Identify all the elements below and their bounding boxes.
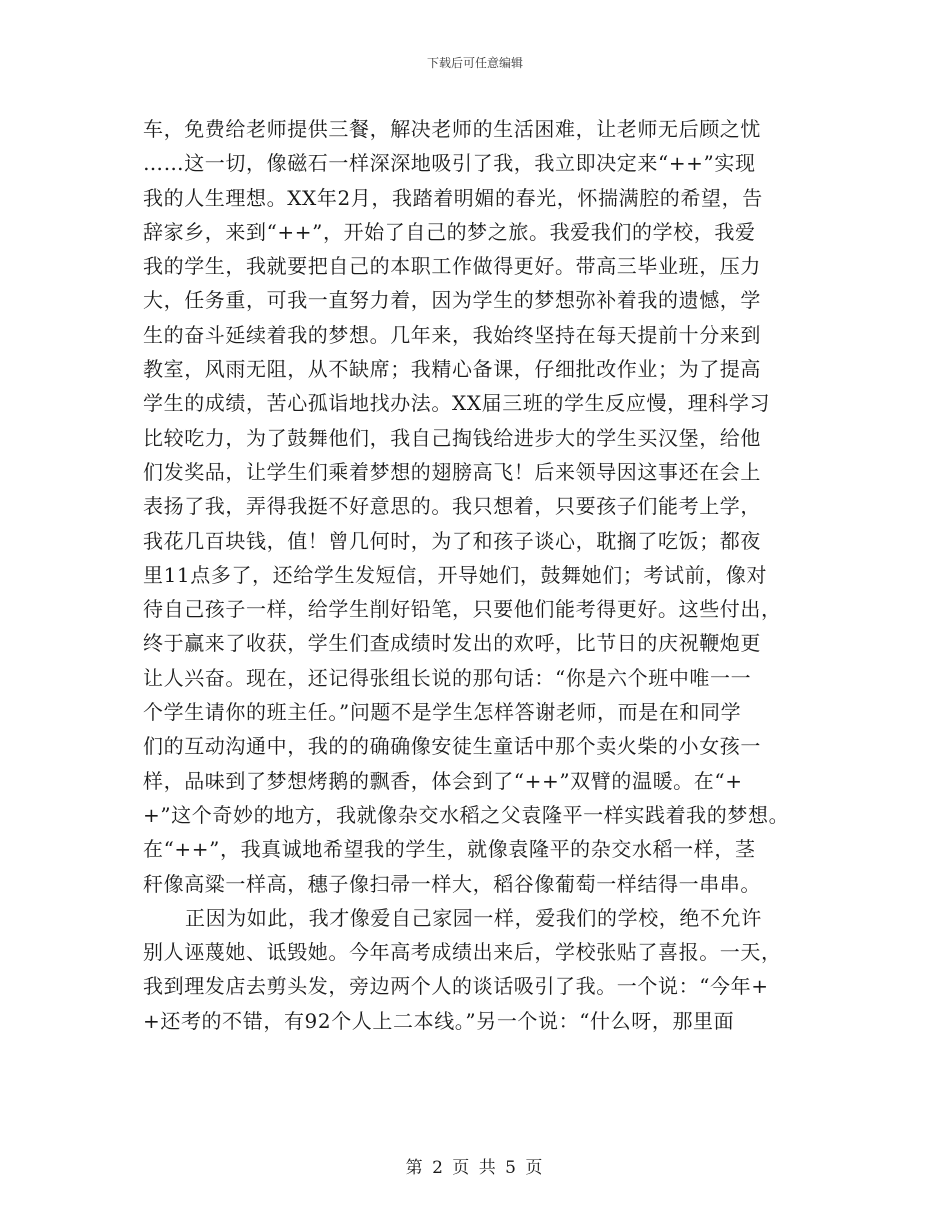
text-line: 我的人生理想。XX年2月，我踏着明媚的春光，怀揣满腔的希望，告	[143, 185, 763, 210]
text-line: 们发奖品，让学生们乘着梦想的翅膀高飞！后来领导因这事还在会上	[143, 459, 761, 484]
text-line: 里11点多了，还给学生发短信，开导她们，鼓舞她们；考试前，像对	[143, 562, 768, 587]
text-line: 让人兴奋。现在，还记得张组长说的那句话：“你是六个班中唯一一	[143, 665, 752, 690]
text-line: +”这个奇妙的地方，我就像杂交水稻之父袁隆平一样实践着我的梦想。	[143, 802, 790, 827]
text-line: 别人诬蔑她、诋毁她。今年高考成绩出来后，学校张贴了喜报。一天，	[143, 940, 782, 965]
text-line: 辞家乡，来到“++”，开始了自己的梦之旅。我爱我们的学校，我爱	[143, 219, 756, 244]
text-line: 比较吃力，为了鼓舞他们，我自己掏钱给进步大的学生买汉堡，给他	[143, 425, 761, 450]
paragraph-start-line: 正因为如此，我才像爱自己家园一样，爱我们的学校，绝不允许	[185, 905, 762, 930]
text-line: 生的奋斗延续着我的梦想。几年来，我始终坚持在每天提前十分来到	[143, 322, 761, 347]
text-line: 我花几百块钱，值！曾几何时，为了和孩子谈心，耽搁了吃饭；都夜	[143, 528, 761, 553]
text-line: 待自己孩子一样，给学生削好铅笔，只要他们能考得更好。这些付出，	[143, 597, 782, 622]
text-line: 秆像高粱一样高，穗子像扫帚一样大，稻谷像葡萄一样结得一串串。	[143, 871, 761, 896]
text-line: 我的学生，我就要把自己的本职工作做得更好。带高三毕业班，压力	[143, 254, 761, 279]
text-line: 教室，风雨无阻，从不缺席；我精心备课，仔细批改作业；为了提高	[143, 357, 761, 382]
text-line: 学生的成绩，苦心孤诣地找办法。XX届三班的学生反应慢，理科学习	[143, 391, 771, 416]
text-line: 我到理发店去剪头发，旁边两个人的谈话吸引了我。一个说：“今年+	[143, 974, 769, 999]
text-line: 样，品味到了梦想烤鹅的飘香，体会到了“++”双臂的温暖。在“+	[143, 768, 743, 793]
text-line: +还考的不错，有92个人上二本线。”另一个说：“什么呀，那里面	[143, 1008, 735, 1033]
page-header: 下载后可任意编辑	[426, 56, 523, 70]
text-line: 表扬了我，弄得我挺不好意思的。我只想着，只要孩子们能考上学，	[143, 494, 761, 519]
text-line: 个学生请你的班主任。”问题不是学生怎样答谢老师，而是在和同学	[143, 700, 742, 725]
text-line: 大，任务重，可我一直努力着，因为学生的梦想弥补着我的遗憾，学	[143, 288, 761, 313]
text-line: 车，免费给老师提供三餐，解决老师的生活困难，让老师无后顾之忧	[143, 117, 761, 141]
text-line: 们的互动沟通中，我的的确确像安徒生童话中那个卖火柴的小女孩一	[143, 734, 761, 759]
text-line: 终于赢来了收获，学生们查成绩时发出的欢呼，比节日的庆祝鞭炮更	[143, 631, 761, 656]
document-body	[143, 112, 818, 1038]
text-line: 在“++”，我真诚地希望我的学生，就像袁隆平的杂交水稻一样，茎	[143, 837, 756, 862]
page-number-footer: 第 2 页 共 5 页	[405, 1158, 545, 1178]
text-line: ……这一切，像磁石一样深深地吸引了我，我立即决定来“++”实现	[143, 151, 756, 176]
